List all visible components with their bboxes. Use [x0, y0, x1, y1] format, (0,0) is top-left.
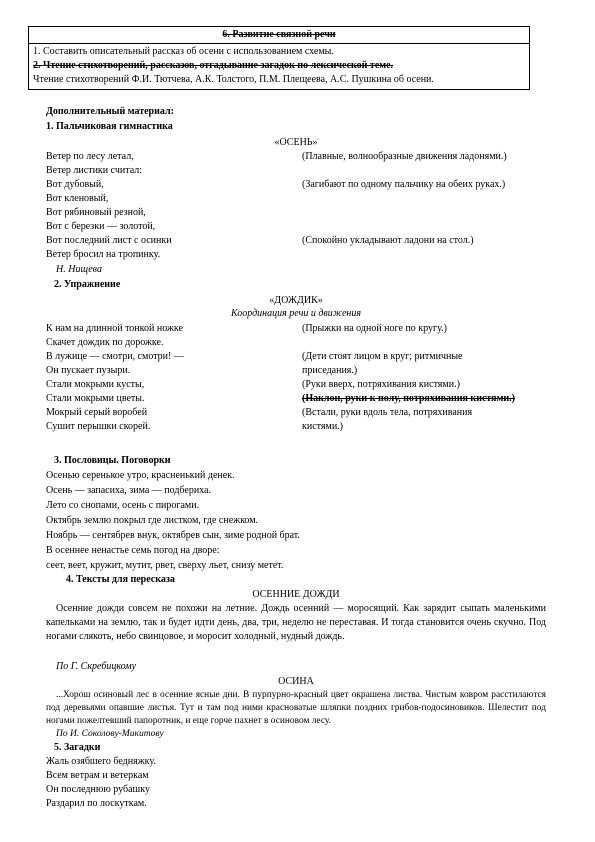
proverb: сеет, веет, кружит, мутит, рвет, сверху льет, снизу метет. [46, 560, 284, 571]
poem-title: «ОСЕНЬ» [274, 137, 318, 148]
topic-table [28, 26, 530, 90]
table-body [29, 44, 529, 89]
extra-material-title: Дополнительный материал: [46, 106, 174, 117]
movement-note: (Загибают по одному пальчику на обеих руках.) [302, 179, 506, 190]
story-author: По И. Соколову-Микитову [56, 729, 164, 739]
story-text: Осенние дожди совсем не похожи на летние. Дождь осенний — моросящий. Как зарядит сыпать маленькими капельками на землю, так и будет идти день, два, три, неделю не переставая. И тогда становится очень скучно. Под ногами слякоть, небо свинцовое, и моросит холодный, нудный дождь. [46, 603, 546, 642]
proverb: Лето со снопами, осень с пирогами. [46, 500, 200, 511]
movement-note: (Руки вверх, потряхивания кистями.) [302, 379, 460, 390]
story-text: ...Хорош осиновый лес в осенние ясные дни. В пурпурно-красный цвет окрашена листва. Чистым ковром расстилаются под деревьями опавшие листья. Тут и там под ними красноватые шляпки поздних грибов-подосиновиков. Шелестит под ногами пожелтевший папоротник, и еще горче пахнет в осиновом лесу. [46, 690, 546, 726]
proverb: Ноябрь — сентябрев внук, октябрев сын, зиме родной брат. [46, 530, 300, 541]
story-author: По Г. Скребицкому [56, 661, 137, 672]
movement-note: (Дети стоят лицом в круг; ритмичные [302, 351, 463, 362]
movement-note: (Спокойно укладывают ладони на стол.) [302, 235, 474, 246]
poem-line: Стали мокрыми цветы. [46, 393, 145, 404]
story-title: ОСИНА [278, 676, 314, 687]
riddle-line: Всем ветрам и ветеркам [46, 770, 149, 781]
poem-line: Ветер по лесу летал, [46, 151, 134, 162]
movement-note: кистями.) [302, 421, 343, 432]
section-heading: 4. Тексты для пересказа [66, 574, 175, 585]
movement-note: приседания.) [302, 365, 358, 376]
poem-line: Стали мокрыми кусты, [46, 379, 145, 390]
proverb: Октябрь землю покрыл где листком, где снежком. [46, 515, 259, 526]
poem-subtitle: Координация речи и движения [231, 308, 361, 319]
poem-line: Вот последний лист с осинки [46, 235, 172, 246]
movement-note: (Плавные, волнообразные движения ладонями.) [302, 151, 507, 162]
poem-line: Вот кленовый, [46, 193, 109, 204]
movement-note: (Встали, руки вдоль тела, потряхивания [302, 407, 473, 418]
movement-note: (Наклон, руки к полу, потряхивания кистями.) [302, 393, 515, 404]
poem-line: Сушит перышки скорей. [46, 421, 151, 432]
poem-line: В лужице — смотри, смотри! — [46, 351, 184, 362]
poem-line: Вот с березки — золотой, [46, 221, 156, 232]
poem-line: Ветер бросил на тропинку. [46, 249, 161, 260]
poem-line: Вот дубовый, [46, 179, 104, 190]
movement-note: (Прыжки на одной ноге по кругу.) [302, 323, 447, 334]
proverb: Осень — запасиха, зима — подбериха. [46, 485, 211, 496]
table-row: Чтение стихотворений Ф.И. Тютчева, А.К. Толстого, П.М. Плещеева, А.С. Пушкина об осени. [33, 74, 434, 85]
poem-line: Скачет дождик по дорожке. [46, 337, 164, 348]
section-heading: 2. Упражнение [54, 279, 121, 290]
section-heading: 1. Пальчиковая гимнастика [46, 121, 173, 132]
poem-title: «ДОЖДИК» [269, 295, 323, 306]
table-header: 6. Развитие связной речи [29, 27, 529, 44]
poem-line: Ветер листики считал: [46, 165, 143, 176]
table-row: 1. Составить описательный рассказ об осени с использованием схемы. [33, 46, 334, 57]
table-row: 2. Чтение стихотворений, рассказов, отгадывание загадок по лексической теме. [33, 60, 394, 71]
proverb: Осенью серенькое утро, красненький денек. [46, 470, 235, 481]
poem-line: К нам на длинной тонкой ножке [46, 323, 183, 334]
proverb: В осеннее ненастье семь погод на дворе: [46, 545, 220, 556]
poem-author: Н. Нищева [56, 264, 102, 275]
story-title: ОСЕННИЕ ДОЖДИ [252, 589, 340, 600]
poem-line: Мокрый серый воробей [46, 407, 148, 418]
riddle-line: Жаль озябшего бедняжку. [46, 756, 156, 767]
riddle-line: Раздарил по лоскуткам. [46, 798, 147, 809]
poem-line: Вот рябиновый резной, [46, 207, 146, 218]
riddle-line: Он последнюю рубашку [46, 784, 150, 795]
section-heading: 5. Загадки [54, 742, 101, 753]
section-heading: 3. Пословицы. Поговорки [54, 455, 171, 466]
poem-line: Он пускает пузыри. [46, 365, 131, 376]
